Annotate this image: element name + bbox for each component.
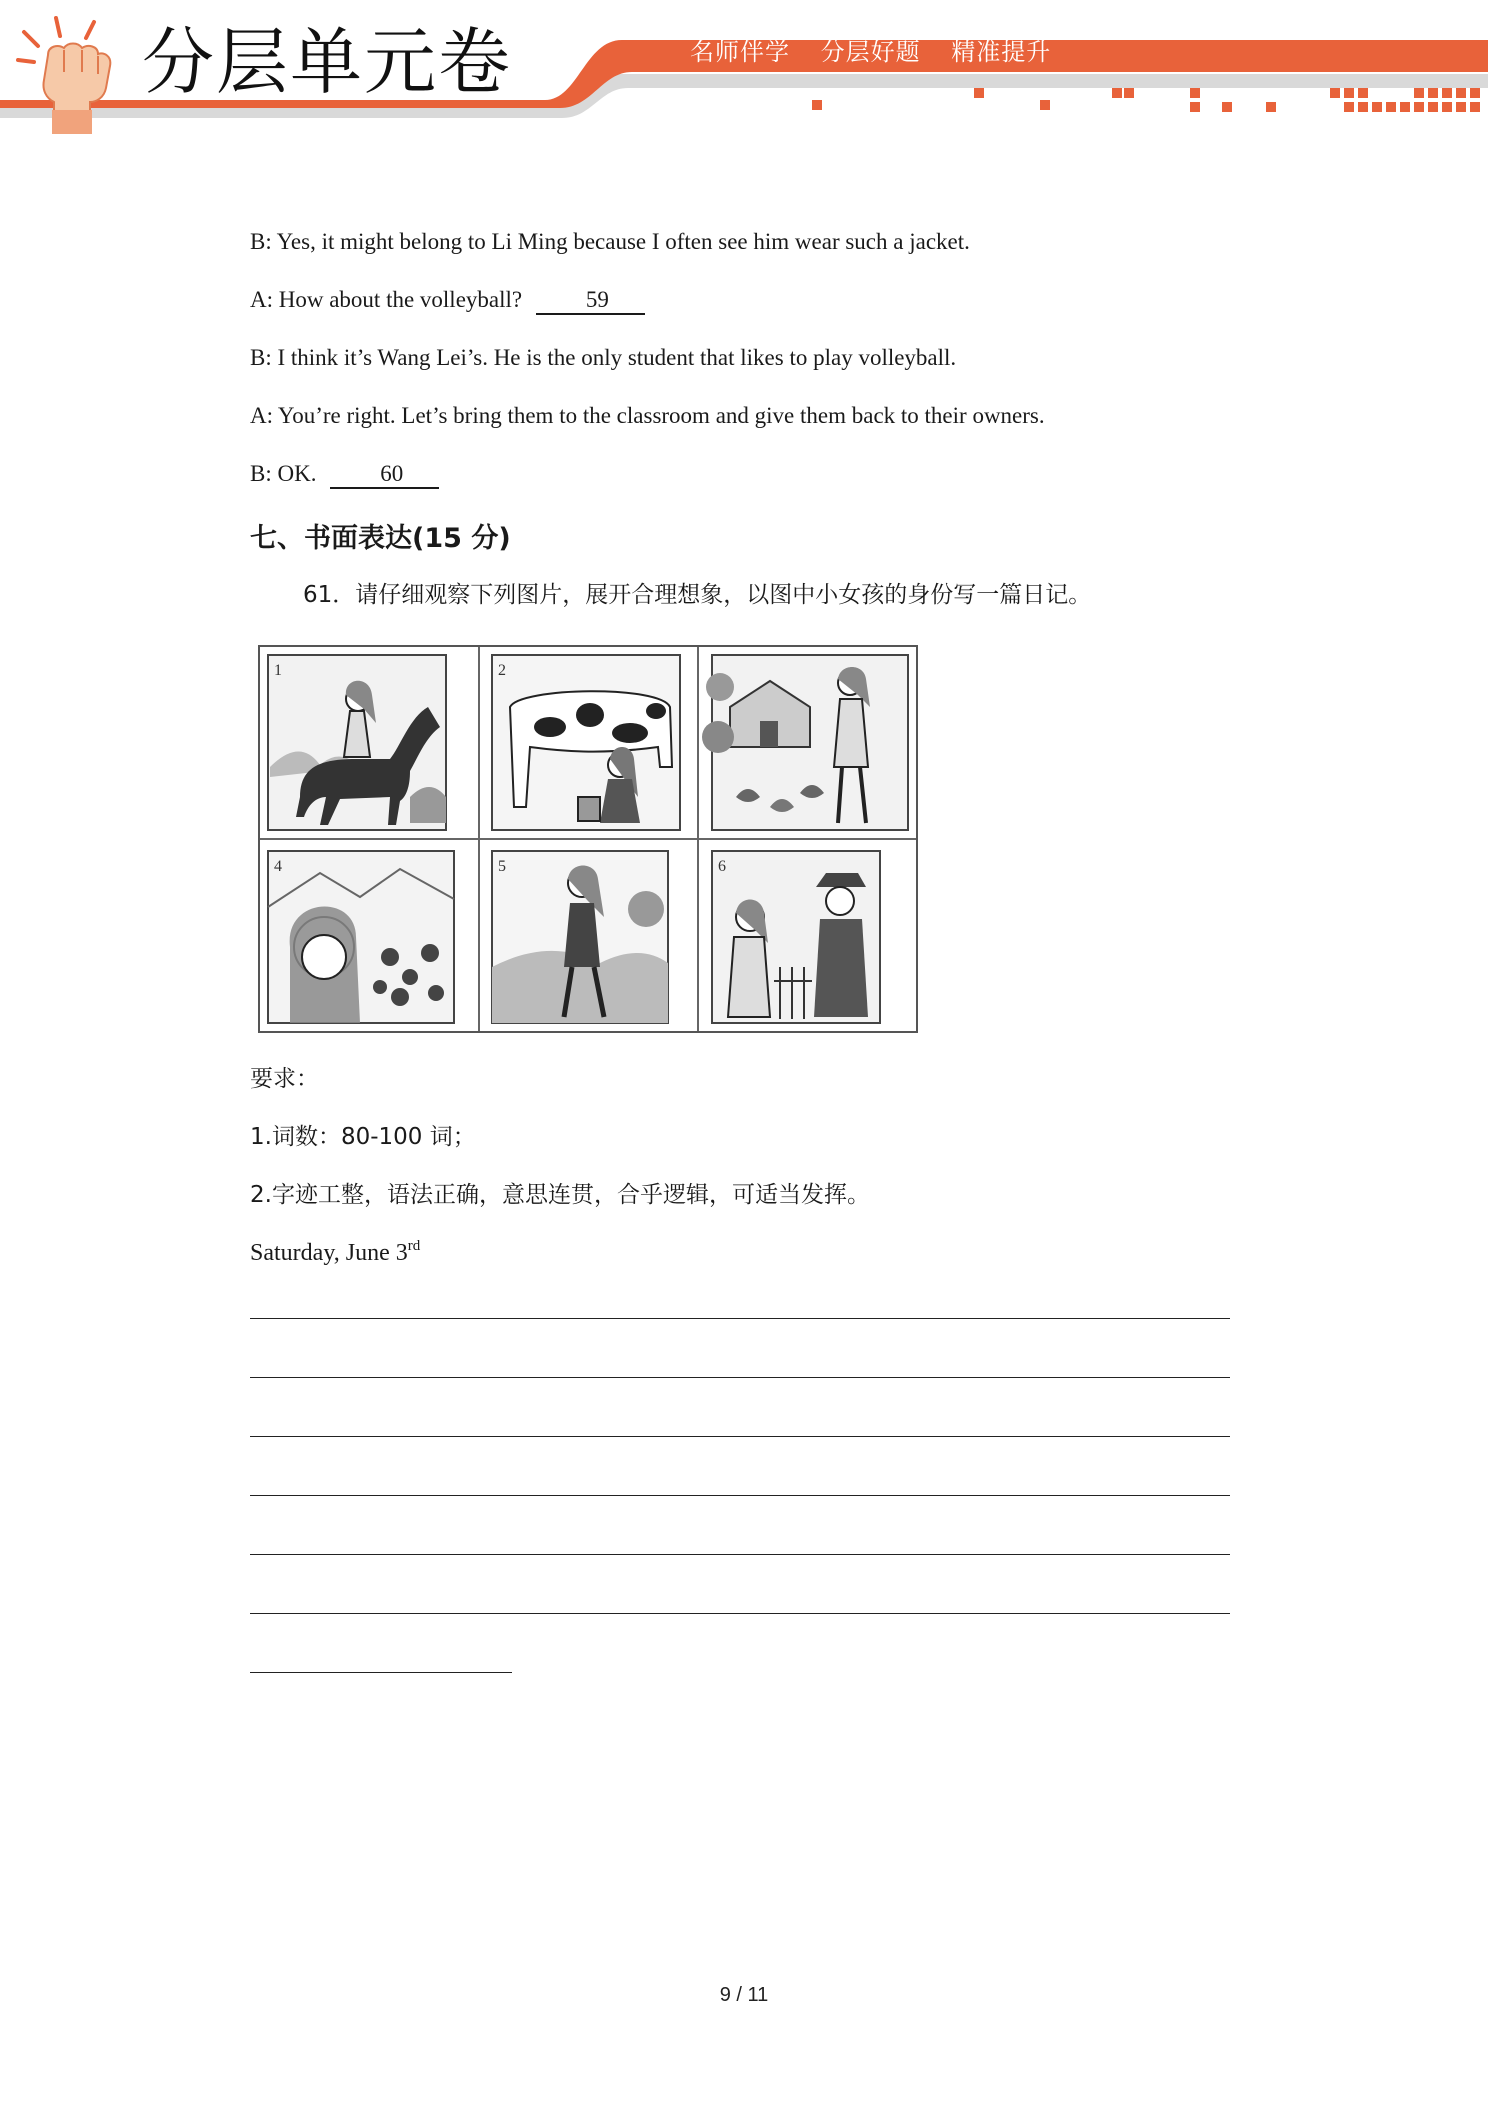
requirement-item: 1.词数：80-100 词； xyxy=(250,1124,476,1150)
dialogue-line xyxy=(250,226,970,258)
girl-riding-horse-icon xyxy=(268,655,446,830)
picture-grid xyxy=(258,645,918,1033)
dialogue-line xyxy=(250,342,956,374)
girl-feeding-chickens-icon xyxy=(702,655,908,830)
writing-line[interactable] xyxy=(250,1495,1230,1496)
answer-blank-59[interactable] xyxy=(536,287,645,315)
diary-date xyxy=(250,1238,420,1267)
dialogue-line xyxy=(250,284,645,316)
page-header xyxy=(0,0,1488,140)
girl-talking-with-farmer-icon xyxy=(712,851,880,1023)
slogan-item: 精准提升 xyxy=(951,38,1052,66)
slogan-item: 分层好题 xyxy=(820,38,921,66)
header-slogan xyxy=(690,37,1110,67)
dialogue-text: B: I think it’s Wang Lei’s. He is the only student that likes to play volleyball. xyxy=(250,345,957,370)
writing-line[interactable] xyxy=(250,1613,1230,1614)
dialogue-text: B: OK. xyxy=(250,461,317,486)
brand-title: 分层单元卷 xyxy=(142,20,513,104)
diary-date-suffix: rd xyxy=(407,1238,421,1254)
requirements-heading: 要求： xyxy=(250,1066,319,1092)
panel-number: 4 xyxy=(274,858,282,875)
section-title: 七、书面表达(15 分) xyxy=(250,523,511,554)
dialogue-text: B: Yes, it might belong to Li Ming because I often see him wear such a jacket. xyxy=(250,229,970,254)
girl-milking-cow-icon xyxy=(492,655,680,830)
blank-number: 60 xyxy=(380,461,404,486)
raised-fist-icon xyxy=(14,10,134,135)
girl-smelling-flowers-icon xyxy=(268,851,454,1023)
page-number: 9 / 11 xyxy=(719,1984,769,2006)
writing-line[interactable] xyxy=(250,1318,1230,1319)
panel-number: 2 xyxy=(498,662,506,679)
slogan-item: 名师伴学 xyxy=(690,38,790,66)
writing-line[interactable] xyxy=(250,1672,512,1673)
dialogue-text: A: How about the volleyball? xyxy=(250,287,523,312)
dialogue-line xyxy=(250,458,439,490)
writing-line[interactable] xyxy=(250,1377,1230,1378)
dialogue-text: A: You’re right. Let’s bring them to the classroom and give them back to their owners. xyxy=(250,403,1045,428)
blank-number: 59 xyxy=(585,287,609,312)
panel-number: 1 xyxy=(274,662,282,679)
writing-line[interactable] xyxy=(250,1554,1230,1555)
girl-walking-icon xyxy=(492,851,668,1023)
writing-line[interactable] xyxy=(250,1436,1230,1437)
requirement-item: 2.字迹工整，语法正确，意思连贯，合乎逻辑，可适当发挥。 xyxy=(250,1182,870,1208)
diary-date-text: Saturday, June 3 xyxy=(250,1240,408,1266)
question-prompt: 61．请仔细观察下列图片，展开合理想象，以图中小女孩的身份写一篇日记。 xyxy=(303,582,1092,608)
answer-blank-60[interactable] xyxy=(330,461,439,489)
dialogue-line xyxy=(250,400,1045,432)
panel-number: 6 xyxy=(718,858,726,875)
panel-number: 5 xyxy=(498,858,506,875)
